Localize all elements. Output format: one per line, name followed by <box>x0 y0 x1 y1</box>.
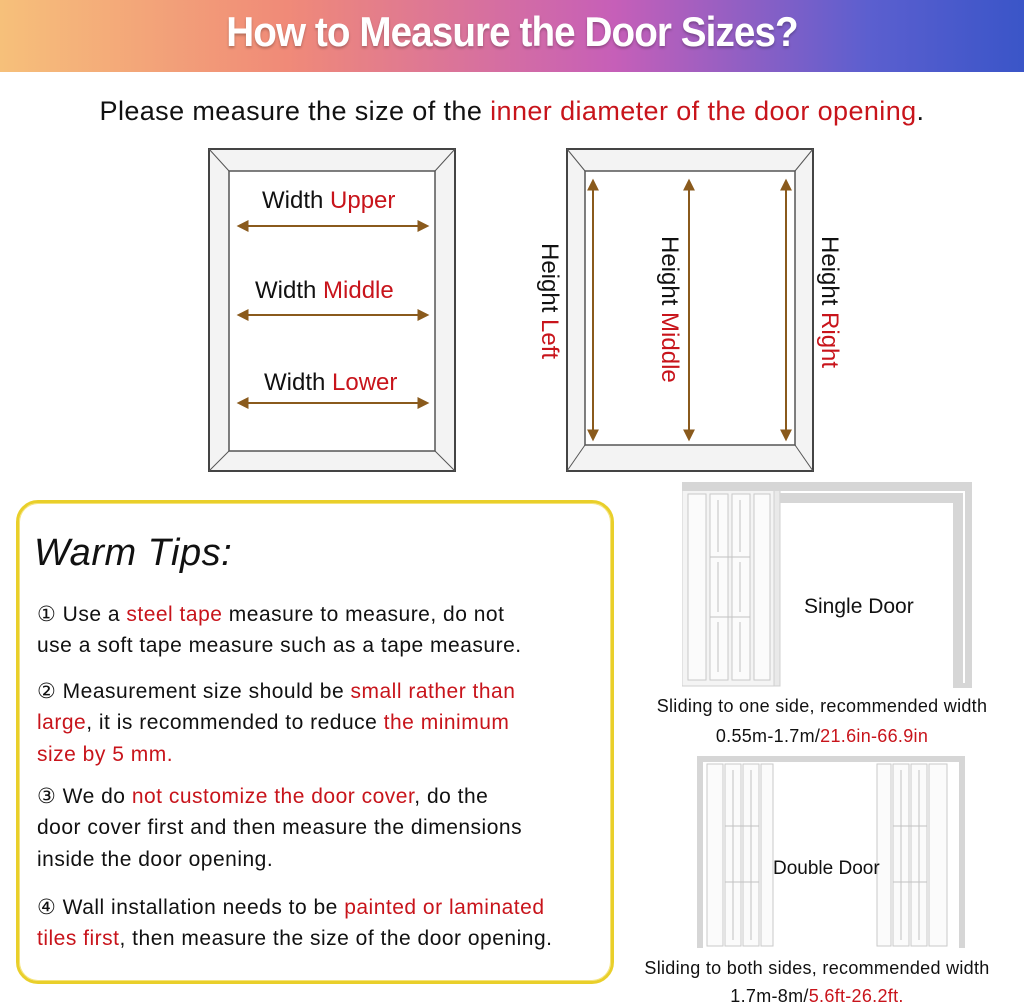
single-door-caption-line1: Sliding to one side, recommended width <box>656 696 988 716</box>
warm-tips-title: Warm Tips: <box>34 532 233 574</box>
instruction-prefix: Please measure the size of the <box>99 96 491 126</box>
instruction-text <box>0 96 1024 127</box>
double-door-range-imperial: 5.6ft-26.2ft. <box>808 986 904 1006</box>
tip2-text-b: , it is recommended to reduce <box>86 711 384 734</box>
width-middle-highlight: Middle <box>323 277 394 304</box>
double-door-range-metric: 1.7m-8m/ <box>730 986 809 1006</box>
height-right-word: Height <box>816 236 843 306</box>
width-upper-label <box>262 187 395 215</box>
height-middle-word: Height <box>656 236 683 306</box>
tip2-highlight-1: small rather than <box>350 680 516 703</box>
instruction-suffix: . <box>916 96 925 126</box>
single-door-label: Single Door <box>804 595 914 618</box>
double-door-image <box>697 756 965 948</box>
tip3-text-a: ③ We do <box>37 785 132 808</box>
width-upper-word: Width <box>262 187 324 214</box>
tip2-highlight-3: the minimum <box>383 711 510 734</box>
height-left-label <box>535 243 563 359</box>
width-middle-label <box>255 277 394 305</box>
height-middle-label <box>655 236 683 383</box>
width-lower-highlight: Lower <box>332 369 398 396</box>
tip3-text-c: , do the <box>414 785 489 808</box>
tip2-highlight-2: large <box>37 711 87 734</box>
single-door-range-metric: 0.55m-1.7m/ <box>715 726 821 746</box>
tip2-text-a: ② Measurement size should be <box>37 680 351 703</box>
tip3-line3: inside the door opening. <box>37 848 274 871</box>
height-right-highlight: Right <box>816 312 843 369</box>
instruction-highlight: inner diameter of the door opening <box>490 96 917 126</box>
double-door-label: Double Door <box>773 858 880 879</box>
height-left-word: Height <box>536 243 563 313</box>
width-middle-word: Width <box>255 277 317 304</box>
double-door-caption-line2 <box>618 986 1016 1007</box>
tip2-line2 <box>37 711 509 735</box>
tip4-highlight-2: tiles first <box>37 927 120 950</box>
width-upper-highlight: Upper <box>330 187 396 214</box>
height-right-label <box>815 236 843 368</box>
tip4-line2 <box>37 927 552 951</box>
tip1-text-a: ① Use a <box>37 603 127 626</box>
tip2-line1 <box>37 679 515 704</box>
height-middle-highlight: Middle <box>656 312 683 383</box>
tip4-text-a: ④ Wall installation needs to be <box>37 896 345 919</box>
single-door-image <box>682 482 972 688</box>
tip3-line1 <box>37 784 488 809</box>
tip1-text-c: measure to measure, do not <box>222 603 505 626</box>
tip1-highlight: steel tape <box>126 603 223 626</box>
width-lower-label <box>264 369 397 397</box>
height-frame-diagram <box>563 145 817 475</box>
width-lower-word: Width <box>264 369 326 396</box>
single-door-range-imperial: 21.6in-66.9in <box>820 726 929 746</box>
tip4-highlight-1: painted or laminated <box>344 896 545 919</box>
tip1-line1 <box>37 602 504 627</box>
single-door-caption-line2 <box>628 726 1016 747</box>
height-left-highlight: Left <box>536 319 563 360</box>
tip4-line1 <box>37 895 545 920</box>
tip3-line2: door cover first and then measure the dimensions <box>37 816 523 839</box>
tip2-line3: size by 5 mm. <box>37 743 174 766</box>
banner-title: How to Measure the Door Sizes? <box>226 8 798 55</box>
tip3-highlight: not customize the door cover <box>131 785 415 808</box>
double-door-caption-line1: Sliding to both sides, recommended width <box>644 958 990 978</box>
tip1-line2: use a soft tape measure such as a tape measure. <box>37 634 522 657</box>
title-banner <box>0 0 1024 72</box>
tip4-text-b: , then measure the size of the door opening. <box>119 927 553 950</box>
